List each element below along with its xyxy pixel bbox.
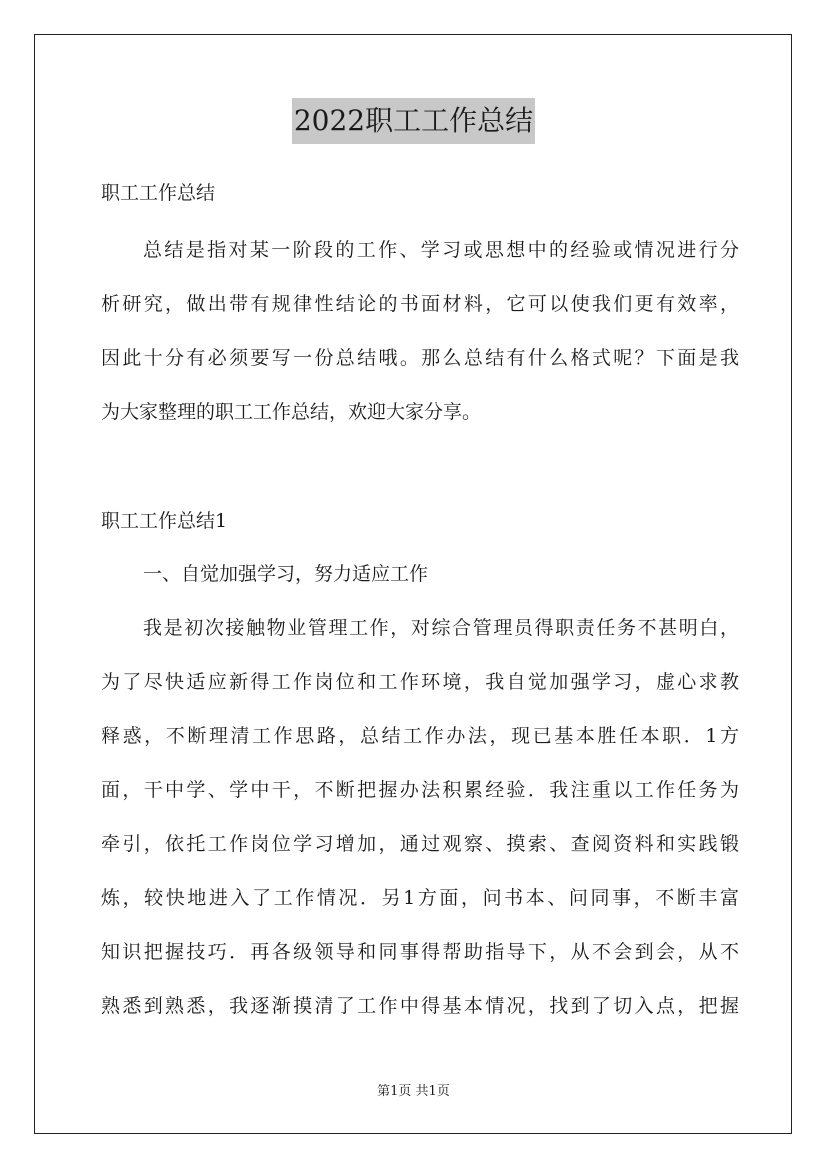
body-line-8: 熟悉到熟悉，我逐渐摸清了工作中得基本情况，找到了切入点，把握 — [101, 995, 739, 1017]
intro-line-2: 析研究，做出带有规律性结论的书面材料，它可以使我们更有效率， — [101, 293, 739, 315]
section-heading-1: 职工工作总结1 — [101, 510, 228, 532]
intro-line-4: 为大家整理的职工工作总结，欢迎大家分享。 — [101, 401, 482, 423]
body-line-2: 为了尽快适应新得工作岗位和工作环境，我自觉加强学习，虚心求教 — [101, 671, 739, 693]
intro-line-1: 总结是指对某一阶段的工作、学习或思想中的经验或情况进行分 — [143, 239, 739, 261]
intro-heading: 职工工作总结 — [101, 182, 216, 204]
document-title: 2022职工工作总结 — [292, 98, 535, 144]
body-line-7: 知识把握技巧．再各级领导和同事得帮助指导下，从不会到会，从不 — [101, 941, 739, 963]
body-line-5: 牵引，依托工作岗位学习增加，通过观察、摸索、查阅资料和实践锻 — [101, 833, 739, 855]
body-line-6: 炼，较快地进入了工作情况．另1方面，问书本、问同事，不断丰富 — [101, 887, 739, 909]
body-line-3: 释惑，不断理清工作思路，总结工作办法，现已基本胜任本职．1方 — [101, 725, 739, 747]
body-line-1: 我是初次接触物业管理工作，对综合管理员得职责任务不甚明白， — [143, 617, 739, 639]
intro-line-3: 因此十分有必须要写一份总结哦。那么总结有什么格式呢？下面是我 — [101, 347, 739, 369]
title-container — [0, 98, 827, 144]
page-number-footer: 第1页 共1页 — [377, 1084, 450, 1099]
body-line-4: 面，干中学、学中干，不断把握办法积累经验．我注重以工作任务为 — [101, 779, 739, 801]
subheading-1: 一、自觉加强学习，努力适应工作 — [143, 563, 429, 585]
